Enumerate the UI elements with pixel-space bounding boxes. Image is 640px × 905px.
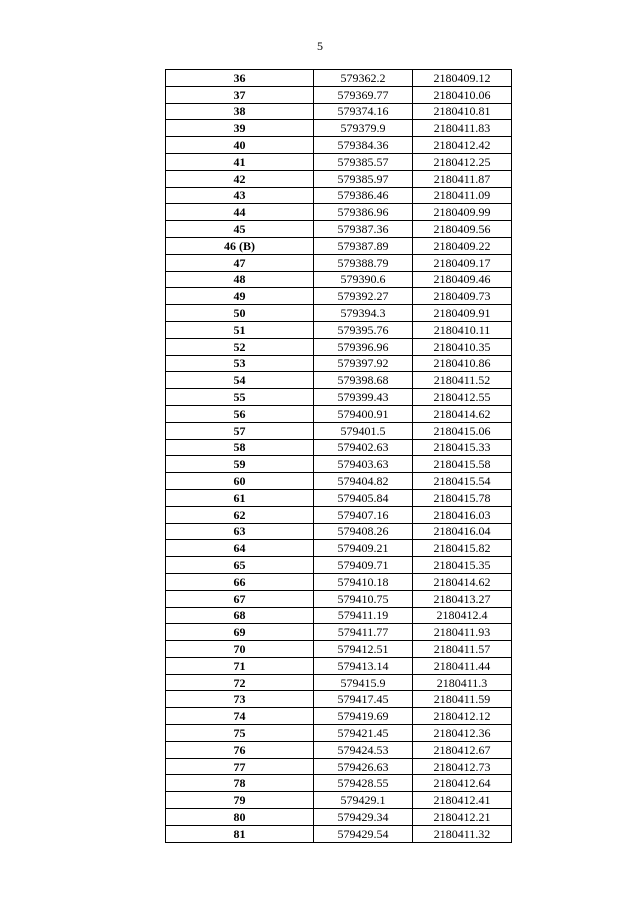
y-coordinate-cell: 2180415.58 [413,456,512,473]
point-number-cell: 75 [166,725,314,742]
table-row [166,204,512,221]
y-coordinate-cell: 2180415.54 [413,473,512,490]
point-number-cell: 51 [166,321,314,338]
point-number-cell: 44 [166,204,314,221]
x-coordinate-cell: 579412.51 [314,641,413,658]
y-coordinate-cell: 2180409.73 [413,288,512,305]
point-number-cell: 72 [166,674,314,691]
page-number: 5 [317,39,323,53]
table-row [166,355,512,372]
point-number-cell: 48 [166,271,314,288]
y-coordinate-cell: 2180415.78 [413,489,512,506]
x-coordinate-cell: 579379.9 [314,120,413,137]
point-number-cell: 74 [166,708,314,725]
x-coordinate-cell: 579387.89 [314,237,413,254]
x-coordinate-cell: 579386.96 [314,204,413,221]
y-coordinate-cell: 2180412.4 [413,607,512,624]
y-coordinate-cell: 2180414.62 [413,405,512,422]
y-coordinate-cell: 2180410.86 [413,355,512,372]
coordinates-table-body [166,70,512,843]
table-row [166,120,512,137]
table-row [166,825,512,842]
x-coordinate-cell: 579415.9 [314,674,413,691]
x-coordinate-cell: 579387.36 [314,221,413,238]
x-coordinate-cell: 579392.27 [314,288,413,305]
x-coordinate-cell: 579408.26 [314,523,413,540]
point-number-cell: 62 [166,506,314,523]
x-coordinate-cell: 579411.19 [314,607,413,624]
point-number-cell: 68 [166,607,314,624]
y-coordinate-cell: 2180411.59 [413,691,512,708]
x-coordinate-cell: 579410.75 [314,590,413,607]
point-number-cell: 52 [166,338,314,355]
point-number-cell: 49 [166,288,314,305]
point-number-cell: 45 [166,221,314,238]
y-coordinate-cell: 2180409.12 [413,70,512,87]
x-coordinate-cell: 579429.34 [314,809,413,826]
x-coordinate-cell: 579402.63 [314,439,413,456]
x-coordinate-cell: 579419.69 [314,708,413,725]
point-number-cell: 59 [166,456,314,473]
table-row [166,405,512,422]
table-row [166,439,512,456]
table-row [166,137,512,154]
x-coordinate-cell: 579409.21 [314,540,413,557]
x-coordinate-cell: 579403.63 [314,456,413,473]
y-coordinate-cell: 2180410.06 [413,86,512,103]
x-coordinate-cell: 579369.77 [314,86,413,103]
point-number-cell: 60 [166,473,314,490]
point-number-cell: 50 [166,305,314,322]
y-coordinate-cell: 2180412.41 [413,792,512,809]
table-row [166,657,512,674]
point-number-cell: 47 [166,254,314,271]
table-row [166,221,512,238]
table-row [166,321,512,338]
table-row [166,641,512,658]
y-coordinate-cell: 2180412.73 [413,758,512,775]
point-number-cell: 54 [166,372,314,389]
table-row [166,70,512,87]
x-coordinate-cell: 579362.2 [314,70,413,87]
y-coordinate-cell: 2180411.83 [413,120,512,137]
x-coordinate-cell: 579397.92 [314,355,413,372]
y-coordinate-cell: 2180409.99 [413,204,512,221]
table-row [166,523,512,540]
y-coordinate-cell: 2180415.35 [413,557,512,574]
x-coordinate-cell: 579400.91 [314,405,413,422]
y-coordinate-cell: 2180410.81 [413,103,512,120]
table-row [166,86,512,103]
table-row [166,708,512,725]
point-number-cell: 38 [166,103,314,120]
table-row [166,590,512,607]
x-coordinate-cell: 579404.82 [314,473,413,490]
table-row [166,254,512,271]
x-coordinate-cell: 579385.97 [314,170,413,187]
point-number-cell: 80 [166,809,314,826]
table-row [166,758,512,775]
table-row [166,389,512,406]
point-number-cell: 61 [166,489,314,506]
x-coordinate-cell: 579386.46 [314,187,413,204]
point-number-cell: 56 [166,405,314,422]
table-row [166,741,512,758]
point-number-cell: 63 [166,523,314,540]
y-coordinate-cell: 2180412.55 [413,389,512,406]
table-row [166,153,512,170]
x-coordinate-cell: 579409.71 [314,557,413,574]
point-number-cell: 66 [166,573,314,590]
point-number-cell: 41 [166,153,314,170]
x-coordinate-cell: 579394.3 [314,305,413,322]
x-coordinate-cell: 579405.84 [314,489,413,506]
coordinates-table [165,69,512,843]
x-coordinate-cell: 579426.63 [314,758,413,775]
y-coordinate-cell: 2180411.93 [413,624,512,641]
y-coordinate-cell: 2180415.06 [413,422,512,439]
point-number-cell: 39 [166,120,314,137]
y-coordinate-cell: 2180413.27 [413,590,512,607]
table-row [166,792,512,809]
y-coordinate-cell: 2180411.32 [413,825,512,842]
point-number-cell: 43 [166,187,314,204]
y-coordinate-cell: 2180412.36 [413,725,512,742]
x-coordinate-cell: 579401.5 [314,422,413,439]
table-row [166,422,512,439]
y-coordinate-cell: 2180411.44 [413,657,512,674]
y-coordinate-cell: 2180416.04 [413,523,512,540]
x-coordinate-cell: 579411.77 [314,624,413,641]
x-coordinate-cell: 579395.76 [314,321,413,338]
table-row [166,170,512,187]
table-row [166,489,512,506]
y-coordinate-cell: 2180409.91 [413,305,512,322]
table-row [166,607,512,624]
y-coordinate-cell: 2180415.82 [413,540,512,557]
y-coordinate-cell: 2180411.87 [413,170,512,187]
x-coordinate-cell: 579429.1 [314,792,413,809]
x-coordinate-cell: 579374.16 [314,103,413,120]
table-row [166,372,512,389]
x-coordinate-cell: 579396.96 [314,338,413,355]
table-row [166,775,512,792]
point-number-cell: 70 [166,641,314,658]
point-number-cell: 58 [166,439,314,456]
table-row [166,506,512,523]
y-coordinate-cell: 2180410.35 [413,338,512,355]
x-coordinate-cell: 579390.6 [314,271,413,288]
y-coordinate-cell: 2180411.3 [413,674,512,691]
point-number-cell: 67 [166,590,314,607]
y-coordinate-cell: 2180415.33 [413,439,512,456]
point-number-cell: 53 [166,355,314,372]
x-coordinate-cell: 579429.54 [314,825,413,842]
y-coordinate-cell: 2180409.46 [413,271,512,288]
point-number-cell: 46 (B) [166,237,314,254]
point-number-cell: 81 [166,825,314,842]
table-row [166,573,512,590]
point-number-cell: 79 [166,792,314,809]
y-coordinate-cell: 2180412.25 [413,153,512,170]
table-row [166,540,512,557]
y-coordinate-cell: 2180411.09 [413,187,512,204]
x-coordinate-cell: 579424.53 [314,741,413,758]
y-coordinate-cell: 2180412.67 [413,741,512,758]
y-coordinate-cell: 2180416.03 [413,506,512,523]
table-row [166,237,512,254]
table-row [166,305,512,322]
x-coordinate-cell: 579388.79 [314,254,413,271]
point-number-cell: 37 [166,86,314,103]
table-row [166,456,512,473]
y-coordinate-cell: 2180412.12 [413,708,512,725]
point-number-cell: 42 [166,170,314,187]
point-number-cell: 40 [166,137,314,154]
table-row [166,624,512,641]
table-row [166,473,512,490]
point-number-cell: 78 [166,775,314,792]
point-number-cell: 65 [166,557,314,574]
x-coordinate-cell: 579398.68 [314,372,413,389]
point-number-cell: 71 [166,657,314,674]
table-row [166,725,512,742]
table-row [166,288,512,305]
y-coordinate-cell: 2180412.21 [413,809,512,826]
y-coordinate-cell: 2180409.22 [413,237,512,254]
point-number-cell: 77 [166,758,314,775]
table-row [166,557,512,574]
table-row [166,691,512,708]
x-coordinate-cell: 579428.55 [314,775,413,792]
x-coordinate-cell: 579417.45 [314,691,413,708]
point-number-cell: 64 [166,540,314,557]
point-number-cell: 57 [166,422,314,439]
table-row [166,338,512,355]
y-coordinate-cell: 2180412.64 [413,775,512,792]
x-coordinate-cell: 579385.57 [314,153,413,170]
table-row [166,103,512,120]
point-number-cell: 36 [166,70,314,87]
table-row [166,674,512,691]
x-coordinate-cell: 579407.16 [314,506,413,523]
point-number-cell: 55 [166,389,314,406]
x-coordinate-cell: 579384.36 [314,137,413,154]
x-coordinate-cell: 579421.45 [314,725,413,742]
y-coordinate-cell: 2180412.42 [413,137,512,154]
y-coordinate-cell: 2180410.11 [413,321,512,338]
point-number-cell: 76 [166,741,314,758]
y-coordinate-cell: 2180409.17 [413,254,512,271]
x-coordinate-cell: 579399.43 [314,389,413,406]
y-coordinate-cell: 2180409.56 [413,221,512,238]
point-number-cell: 69 [166,624,314,641]
x-coordinate-cell: 579410.18 [314,573,413,590]
y-coordinate-cell: 2180411.57 [413,641,512,658]
table-row [166,187,512,204]
y-coordinate-cell: 2180411.52 [413,372,512,389]
point-number-cell: 73 [166,691,314,708]
y-coordinate-cell: 2180414.62 [413,573,512,590]
x-coordinate-cell: 579413.14 [314,657,413,674]
table-row [166,809,512,826]
table-row [166,271,512,288]
